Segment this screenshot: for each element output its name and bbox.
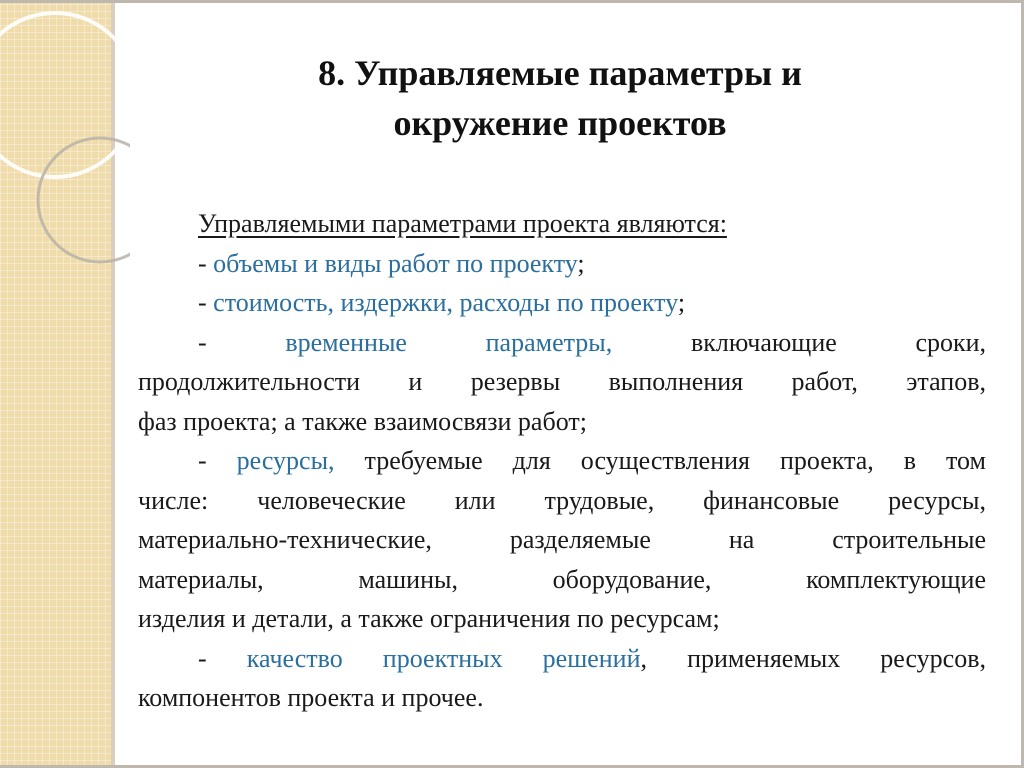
item-highlight: качество проектных решений (246, 643, 641, 673)
item-highlight: стоимость, издержки, расходы по проекту (213, 288, 678, 317)
intro-line: Управляемыми параметрами проекта являются: (198, 209, 727, 238)
list-item-resources-line-4: материалы, машины, оборудование, комплектующие (138, 564, 986, 594)
item-highlight: ресурсы, (236, 446, 335, 475)
item-dash: - (198, 643, 247, 673)
decorative-ring-large (0, 13, 130, 177)
item-highlight-word-1: временные (285, 327, 407, 357)
list-item-quality-line-2: компонентов проекта и прочее. (138, 683, 484, 712)
item-rest: ; (577, 248, 585, 278)
list-item-cost (138, 283, 986, 323)
item-rest: требуемые для осуществления проекта, в том (334, 446, 986, 475)
item-dash: - (198, 446, 237, 475)
list-item-time-line-2: продолжительности и резервы выполнения работ, этапов, (138, 367, 986, 396)
item-highlight: объемы и виды работ по проекту (213, 248, 578, 278)
item-rest: , применяемых ресурсов, (640, 643, 986, 673)
item-word: включающие (690, 327, 837, 357)
list-item-resources-line-3: материально-технические, разделяемые на строительные (138, 525, 986, 554)
title-line-2: окружение проектов (393, 103, 727, 143)
list-item-resources-line-2: числе: человеческие или трудовые, финансовые ресурсы, (138, 485, 986, 515)
decorative-rings (0, 0, 130, 290)
list-item-time-line-3: фаз проекта; а также взаимосвязи работ; (138, 406, 587, 436)
item-dash: - (198, 288, 214, 317)
list-item-time-line-1 (138, 323, 986, 363)
item-word: сроки, (915, 327, 987, 357)
list-item-volumes (138, 244, 986, 284)
list-item-resources-line-5: изделия и детали, а также ограничения по ресурсам; (138, 604, 720, 633)
item-dash: - (198, 248, 214, 278)
decorative-ring-small (38, 138, 130, 262)
list-item-resources-line-1 (138, 441, 986, 481)
frame-border-top (0, 0, 1024, 3)
list-item-quality-line-1 (138, 639, 986, 679)
title-line-1: 8. Управляемые параметры и (318, 53, 802, 93)
slide-title (180, 48, 940, 148)
item-dash: - (198, 327, 207, 357)
item-highlight-word-2: параметры, (485, 327, 613, 357)
slide-body (138, 204, 986, 718)
item-rest: ; (677, 288, 686, 317)
